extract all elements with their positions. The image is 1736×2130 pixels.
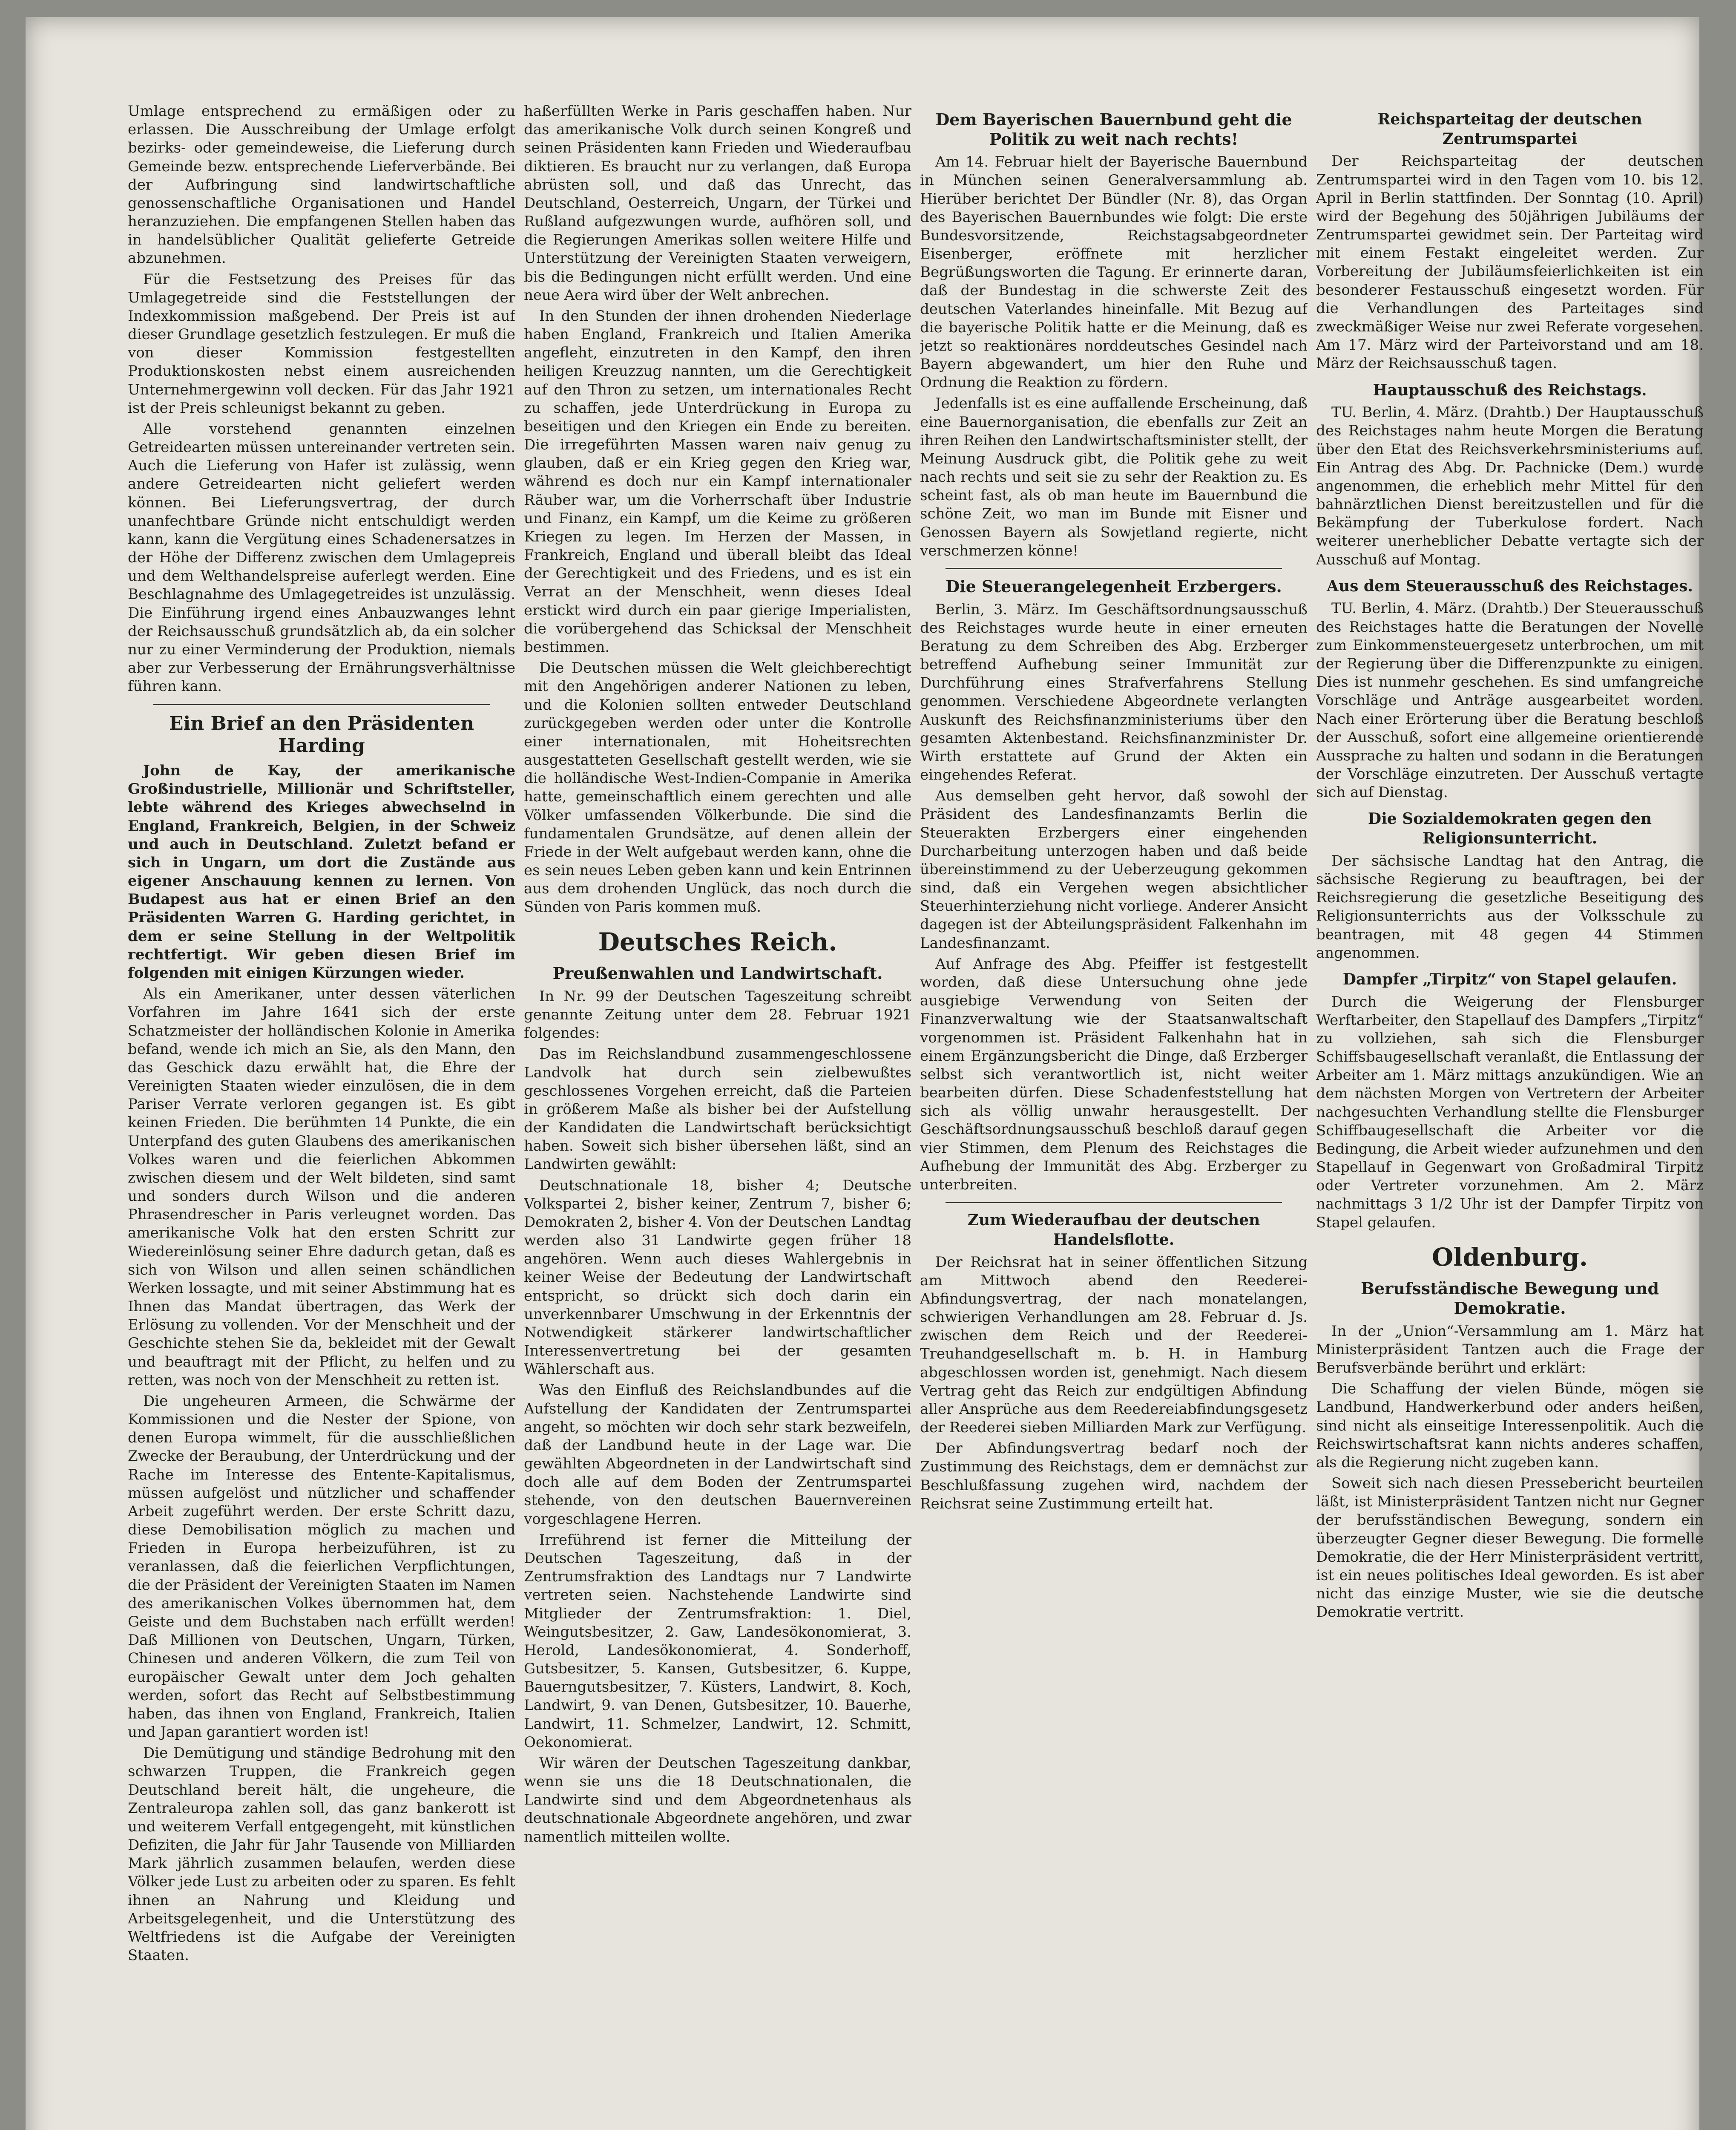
paragraph: Die ungeheuren Armeen, die Schwärme der Kommissionen und die Nester der Spione, von denen Europa wimmelt, für die ausschließlichen Zwecke der Beraubung, der Unterdrückung und der Rache im Interesse des Entente-Kapitalismus, müssen aufgelöst und nützlicher und schaffender Arbeit zugeführt werden. Der erste Schritt dazu, diese Demobilisation möglich zu machen und Frieden in Europa herbeizuführen, ist zu veranlassen, daß die feierlichen Verpflichtungen, die der Präsident der Vereinigten Staaten im Namen des amerikanischen Volkes übernommen hat, dem Geiste und dem Buchstaben nach erfüllt werden! Daß Millionen von Deutschen, Ungarn, Türken, Chinesen und anderen Völkern, die zum Teil von europäischer Gewalt unter dem Joch gehalten werden, sofort das Recht auf Selbstbestimmung haben, das ihnen von England, Frankreich, Italien und Japan garantiert worden ist! [128, 1392, 515, 1741]
article-berufsstaendische-bewegung [1316, 1322, 1704, 1622]
paragraph: Irreführend ist ferner die Mitteilung der Deutschen Tageszeitung, daß in der Zentrumsfraktion des Landtags nur 7 Landwirte vertreten seien. Nachstehende Landwirte sind Mitglieder der Zentrumsfraktion: 1. Diel, Weingutsbesitzer, 2. Gaw, Landesökonomierat, 3. Herold, Landesökonomierat, 4. Sonderhoff, Gutsbesitzer, 5. Kansen, Gutsbesitzer, 6. Kuppe, Bauerngutsbesitzer, 7. Küsters, Landwirt, 8. Koch, Landwirt, 9. van Denen, Gutsbesitzer, 10. Bauerhe, Landwirt, 11. Schmelzer, Landwirt, 12. Schmitt, Oekonomierat. [524, 1531, 911, 1751]
paragraph: TU. Berlin, 4. März. (Drahtb.) Der Hauptausschuß des Reichstages nahm heute Morgen die Beratung über den Etat des Reichsverkehrsministeriums auf. Ein Antrag des Abg. Dr. Pachnicke (Dem.) wurde angenommen, die erheblich mehr Mittel für den bahnärztlichen Dienst bereitzustellen und für die Bekämpfung der Tuberkulose fordert. Nach weiterer unerheblicher Debatte vertagte sich der Ausschuß auf Montag. [1316, 404, 1704, 568]
paragraph: haßerfüllten Werke in Paris geschaffen haben. Nur das amerikanische Volk durch seinen Kongreß und seinen Präsidenten kann Frieden und Wiederaufbau diktieren. Es braucht nur zu verlangen, daß Europa abrüsten soll, und daß das Unrecht, das Deutschland, Oesterreich, Ungarn, der Türkei und Rußland aufgezwungen wurde, aufhören soll, und die Regierungen Amerikas sollen weitere Hilfe und Unterstützung der Vereinigten Staaten verweigern, bis die Bedingungen nicht erfüllt werden. Und eine neue Aera wird über der Welt anbrechen. [524, 103, 911, 304]
paragraph: Umlage entsprechend zu ermäßigen oder zu erlassen. Die Ausschreibung der Umlage erfolgt bezirks- oder gemeindeweise, die Lieferung durch Gemeinde bezw. entsprechende Lieferverbände. Bei der Aufbringung sind landwirtschaftliche genossenschaftliche Organisationen und Handel heranzuziehen. Die empfangenen Stellen haben das in handelsüblicher Qualität gelieferte Getreide abzunehmen. [128, 103, 515, 267]
headline-steuerausschuss: Aus dem Steuerausschuß des Reichstages. [1327, 577, 1693, 595]
paragraph: Auf Anfrage des Abg. Pfeiffer ist festgestellt worden, daß diese Untersuchung ohne jede ausgiebige Verwendung von Seiten der Finanzverwaltung wie der Staatsanwaltschaft vorgenommen ist. Präsident Falkenhahn hat in einem Ergänzungsbericht die Dinge, daß Erzberger selbst sich verantwortlich ist, nicht weiter bearbeiten dürfen. Diese Schadenfeststellung hat sich als völlig unwahr herausgestellt. Der Geschäftsordnungsausschuß beschloß darauf gegen vier Stimmen, dem Plenum des Reichstages die Aufhebung der Immunität des Abg. Erzberger zu unterbreiten. [920, 955, 1308, 1193]
paragraph: Der Reichsparteitag der deutschen Zentrumspartei wird in den Tagen vom 10. bis 12. April in Berlin stattfinden. Der Sonntag (10. April) wird der Begehung des 50jährigen Jubiläums der Zentrumspartei gewidmet sein. Der Parteitag wird mit einem Festakt eingeleitet werden. Zur Vorbereitung der Jubiläumsfeierlichkeiten ist ein besonderer Festausschuß eingesetzt worden. Für die Verhandlungen des Parteitages sind zweckmäßiger Weise nur zwei Referate vorgesehen. Am 17. März wird der Parteivorstand und am 18. März der Reichsausschuß tagen. [1316, 153, 1704, 372]
headline-brief-harding: Ein Brief an den Präsidenten Harding [169, 712, 474, 757]
article-brief-continued [524, 102, 911, 917]
paragraph: Die Deutschen müssen die Welt gleichberechtigt mit den Angehörigen anderer Nationen zu leben, und die Kolonien sollten entweder Deutschland zurückgegeben werden oder unter die Kontrolle einer internationalen, mit Hoheitsrechten ausgestatteten Gesellschaft gestellt werden, wie sie die holländische West-Indien-Companie in Amerika hatte, gemeinschaftlich einem gerechten und alle Völker umfassenden Völkerbunde. Die sind die fundamentalen Grundsätze, auf denen allein der Friede in der Welt aufgebaut werden kann, ohne die es sein neues Leben geben kann und kein Entrinnen aus dem drohenden Unglück, das noch durch die Sünden von Paris kommen muß. [524, 659, 911, 916]
column-3 [920, 102, 1308, 2130]
article-steuerangelegenheit [920, 601, 1308, 1195]
headline-sozialdemokraten: Die Sozialdemokraten gegen den Religionsunterricht. [1368, 810, 1652, 848]
section-heading-oldenburg: Oldenburg. [1431, 1242, 1588, 1272]
paragraph: Alle vorstehend genannten einzelnen Getreidearten müssen untereinander vertreten sein. Auch die Lieferung von Hafer ist zulässig, wenn andere Getreidearten nicht geliefert werden können. Bei Lieferungsvertrag, der durch unanfechtbare Gründe nicht entschuldigt werden kann, kann die Vergütung eines Schadenersatzes in der Höhe der Differenz zwischen dem Umlagepreis und dem Welthandelspreise auferlegt werden. Eine Beschlagnahme des Umlagegetreides ist unzulässig. Die Einführung irgend eines Anbauzwanges lehnt der Reichsausschuß grundsätzlich ab, da ein solcher nur zu einer Verminderung der Produktion, niemals aber zur Verbesserung der Ernährungsverhältnisse führen kann. [128, 420, 515, 695]
paragraph: Der Abfindungsvertrag bedarf noch der Zustimmung des Reichstags, dem er demnächst zur Beschlußfassung zugehen wird, nachdem der Reichsrat seine Zustimmung erteilt hat. [920, 1440, 1308, 1512]
headline-parteitag: Reichsparteitag der deutschen Zentrumspartei [1377, 110, 1642, 148]
headline-preussenwahlen: Preußenwahlen und Landwirtschaft. [552, 964, 883, 983]
paragraph: Für die Festsetzung des Preises für das Umlagegetreide sind die Feststellungen der Indexkommission maßgebend. Der Preis ist auf dieser Grundlage gesetzlich festzulegen. Er muß die von dieser Kommission festgestellten Produktionskosten nebst einem ausreichenden Unternehmergewinn voll decken. Für das Jahr 1921 ist der Preis schleunigst bekannt zu geben. [128, 271, 515, 417]
paragraph: Am 14. Februar hielt der Bayerische Bauernbund in München seinen Generalversammlung ab. Hierüber berichtet Der Bündler (Nr. 8), das Organ des Bayerischen Bauernbundes wie folgt: Die erste Bundesvorsitzende, Reichstagsabgeordneter Eisenberger, eröffnete mit herzlicher Begrüßungsworten die Tagung. Er erinnerte daran, daß der Bundestag in die schwerste Zeit des deutschen Vaterlandes hineinfalle. Mit Bezug auf die bayerische Politik hatte er die Meinung, daß es jetzt so reaktionäres norddeutsches Gesindel nach Bayern abgewandert, um hier den Ruhe und Ordnung die Reaktion zu fördern. [920, 153, 1308, 391]
paragraph: Was den Einfluß des Reichslandbundes auf die Aufstellung der Kandidaten der Zentrumspartei angeht, so möchten wir doch sehr stark bezweifeln, daß der Landbund heute in der Lage war. Die gewählten Abgeordneten in der Landwirtschaft sind doch alle auf dem Boden der Zentrumspartei stehende, von den deutschen Bauernvereinen vorgeschlagene Herren. [524, 1382, 911, 1528]
column-2 [524, 102, 911, 2130]
article-handelsflotte [920, 1253, 1308, 1513]
paragraph: Das im Reichslandbund zusammengeschlossene Landvolk hat durch sein zielbewußtes geschlossenes Vorgehen erreicht, daß die Parteien in größerem Maße als bisher bei der Aufstellung der Kandidaten die Landwirtschaft berücksichtigt haben. Soweit sich bisher übersehen läßt, sind an Landwirten gewählt: [524, 1045, 911, 1173]
headline-handelsflotte: Zum Wiederaufbau der deutschen Handelsflotte. [967, 1211, 1260, 1249]
headline-hauptausschuss: Hauptausschuß des Reichstags. [1373, 381, 1647, 399]
article-hauptausschuss [1316, 403, 1704, 569]
paragraph: In der „Union“-Versammlung am 1. März hat Ministerpräsident Tantzen auch die Frage der Berufsverbände berührt und erklärt: [1316, 1322, 1704, 1377]
paragraph: Wir wären der Deutschen Tageszeitung dankbar, wenn sie uns die 18 Deutschnationalen, die Landwirte sind und dem Abgeordnetenhaus als deutschnationale Abgeordnete angehören, und zwar namentlich mitteilen wollte. [524, 1754, 911, 1845]
article-brief-harding [128, 762, 515, 1965]
article-sozialdemokraten [1316, 852, 1704, 962]
paragraph: Soweit sich nach diesen Pressebericht beurteilen läßt, ist Ministerpräsident Tantzen nicht nur Gegner der berufsständischen Bewegung, sondern ein überzeugter Gegner dieser Bewegung. Die formelle Demokratie, die der Herr Ministerpräsident vertritt, ist ein neues politisches Ideal geworden. Es ist aber nicht das einzige Muster, wie sie die deutsche Demokratie vertritt. [1316, 1475, 1704, 1621]
paragraph: Die Demütigung und ständige Bedrohung mit den schwarzen Truppen, die Frankreich gegen Deutschland bereit hält, die ungeheure, die Zentraleuropa zahlen soll, das ganz bankerott ist und weiterem Verfall entgegengeht, mit künstlichen Defiziten, die Jahr für Jahr Tausende von Milliarden Mark jährlich zusammen belaufen, werden diese Völker jede Lust zu arbeiten oder zu sparen. Es fehlt ihnen an Nahrung und Kleidung und Arbeitsgelegenheit, und die Unterstützung des Weltfriedens ist die Aufgabe der Vereinigten Staaten. [128, 1744, 515, 1964]
column-4 [1316, 102, 1704, 2130]
headline-bauernbund: Dem Bayerischen Bauernbund geht die Politik zu weit nach rechts! [935, 110, 1292, 149]
paragraph: Die Schaffung der vielen Bünde, mögen sie Landbund, Handwerkerbund oder anders heißen, sind nicht als einseitige Interessenpolitik. Auch die Reichswirtschaftsrat kann nichts anderes schaffen, als die Regierung nicht zugeben kann. [1316, 1380, 1704, 1471]
headline-berufsstaendische-bewegung: Berufsständische Bewegung und Demokratie. [1360, 1279, 1659, 1318]
article-bauernbund [920, 153, 1308, 560]
paragraph: Berlin, 3. März. Im Geschäftsordnungsausschuß des Reichstages wurde heute in einer erneuten Beratung zu dem Schreiben des Abg. Erzberger betreffend Aufhebung seiner Immunität zur Durchführung eines Strafverfahrens Stellung genommen. Verschiedene Abgeordnete verlangten Auskunft des Reichsfinanzministeriums über den gesamten Aktenbestand. Reichsfinanzminister Dr. Wirth erstattete auf Grund der Akten ein eingehendes Referat. [920, 601, 1308, 784]
paragraph: Der Reichsrat hat in seiner öffentlichen Sitzung am Mittwoch abend den Reederei-Abfindungsvertrag, der nach monatelangen, schwierigen Verhandlungen am 28. Februar d. Js. zwischen dem Reich und der Reederei-Treuhandgesellschaft m. b. H. in Hamburg abgeschlossen worden ist, genehmigt. Nach diesem Vertrag geht das Reich zur endgültigen Abfindung aller Ansprüche aus dem Reedereiabfindungsgesetz der Reederei sieben Milliarden Mark zur Verfügung. [920, 1253, 1308, 1436]
paragraph: Als ein Amerikaner, unter dessen väterlichen Vorfahren im Jahre 1641 sich der erste Schatzmeister der holländischen Kolonie in Amerika befand, wende ich mich an Sie, als den Mann, den das Geschick dazu erwählt hat, die Ehre der Vereinigten Staaten wieder einzulösen, die in dem Pariser Verrate verloren gegangen ist. Es gibt keinen Frieden. Die berühmten 14 Punkte, die ein Unterpfand des guten Glaubens des amerikanischen Volkes waren und die feierlichen Abkommen zwischen diesem und der Welt bildeten, sind samt und sonders durch Wilson und die anderen Phrasendrescher in Paris verleugnet worden. Das amerikanische Volk hat den ersten Schritt zur Wiedereinlösung seiner Ehre dadurch getan, daß es sich von Wilson und allen seinen schändlichen Werken lossagte, und mit seiner Abstimmung hat es Ihnen das Mandat übertragen, das Werk der Erlösung zu vollenden. Vor der Menschheit und der Geschichte stehen Sie da, bekleidet mit der Gewalt und beauftragt mit der Pflicht, zu helfen und zu retten, was noch von der Menschheit zu retten ist. [128, 985, 515, 1389]
article-parteitag [1316, 152, 1704, 373]
article-umlage [128, 102, 515, 696]
paragraph: Deutschnationale 18, bisher 4; Deutsche Volkspartei 2, bisher keiner, Zentrum 7, bisher 6; Demokraten 2, bisher 4. Von der Deutschen Landtag werden also 31 Landwirte gegen früher 18 angehören. Wenn auch dieses Wahlergebnis in keiner Weise der Bedeutung der Landwirtschaft entspricht, so drückt sich doch darin ein unverkennbarer Umschwung in der Erkenntnis der Notwendigkeit stärkerer landwirtschaftlicher Interessenvertretung bei der gesamten Wählerschaft aus. [524, 1177, 911, 1378]
divider [153, 704, 490, 705]
article-preussenwahlen [524, 987, 911, 1846]
paragraph: TU. Berlin, 4. März. (Drahtb.) Der Steuerausschuß des Reichstages hatte die Beratungen der Novelle zum Einkommensteuergesetz unterbrochen, um mit der Regierung über die Differenzpunkte zu einigen. Dies ist nunmehr geschehen. Es sind umfangreiche Vorschläge und Anträge ausgearbeitet worden. Nach einer Erörterung über die Beratung beschloß der Ausschuß, sofort eine allgemeine orientierende Aussprache zu halten und sodann in die Beratungen der Vorschläge einzutreten. Der Ausschuß vertagte sich auf Dienstag. [1316, 600, 1704, 801]
article-steuerausschuss [1316, 599, 1704, 802]
paragraph: Der sächsische Landtag hat den Antrag, die sächsische Regierung zu beauftragen, bei der Reichsregierung die gesetzliche Beseitigung des Religionsunterrichts aus der Volksschule zu beantragen, mit 48 gegen 44 Stimmen angenommen. [1316, 852, 1704, 961]
divider [946, 568, 1282, 569]
headline-steuerangelegenheit: Die Steuerangelegenheit Erzbergers. [946, 576, 1282, 596]
divider [946, 1202, 1282, 1203]
headline-dampfer-tirpitz: Dampfer „Tirpitz“ von Stapel gelaufen. [1342, 970, 1677, 988]
paragraph: In Nr. 99 der Deutschen Tageszeitung schreibt genannte Zeitung unter dem 28. Februar 1921 folgendes: [524, 987, 911, 1042]
paragraph: Durch die Weigerung der Flensburger Werftarbeiter, den Stapellauf des Dampfers „Tirpitz“ zu vollziehen, sah sich die Flensburger Schiffsbaugesellschaft veranlaßt, die Entlassung der Arbeiter am 1. März mittags anzukündigen. Wie an dem nächsten Morgen von Vertretern der Arbeiter nachgesuchten Verhandlung stellte die Flensburger Schiffbaugesellschaft die Arbeiter vor die Bedingung, die Arbeit wieder aufzunehmen und den Stapellauf in Gegenwart von Großadmiral Tirpitz oder Vertreter vorzunehmen. Am 2. März nachmittags 3 1/2 Uhr ist der Dampfer Tirpitz von Stapel gelaufen. [1316, 993, 1704, 1231]
paragraph: John de Kay, der amerikanische Großindustrielle, Millionär und Schriftsteller, lebte während des Krieges abwechselnd in England, Frankreich, Belgien, in der Schweiz und auch in Deutschland. Zuletzt befand er sich in Ungarn, um dort die Zustände aus eigener Anschauung kennen zu lernen. Von Budapest aus hat er einen Brief an den Präsidenten Warren G. Harding gerichtet, in dem er seine Stellung in der Weltpolitik rechtfertigt. Wir geben diesen Brief im folgenden mit einigen Kürzungen wieder. [128, 762, 515, 982]
paragraph: Jedenfalls ist es eine auffallende Erscheinung, daß eine Bauernorganisation, die ebenfalls zur Zeit an ihren Reihen den Landwirtschaftsminister stellt, der Meinung Ausdruck gibt, die Politik gehe zu weit nach rechts und seit sie zu sehr der Reaktion zu. Es scheint fast, als ob man heute im Bauernbund die schöne Zeit, wo man im Bunde mit Eisner und Genossen Bayern als Sowjetland regierte, nicht verschmerzen könne! [920, 395, 1308, 559]
paragraph: Aus demselben geht hervor, daß sowohl der Präsident des Landesfinanzamts Berlin die Steuerakten Erzbergers einer eingehenden Durcharbeitung unterzogen haben und daß beide übereinstimmend zu der Ueberzeugung gekommen sind, daß ein Vergehen wegen absichtlicher Steuerhinterziehung nicht vorliege. Anderer Ansicht dagegen ist der Abteilungspräsident Falkenhahn im Landesfinanzamt. [920, 787, 1308, 952]
section-heading-deutsches-reich: Deutsches Reich. [598, 927, 837, 956]
paragraph: In den Stunden der ihnen drohenden Niederlage haben England, Frankreich und Italien Amerika angefleht, einzutreten in den Kampf, den ihren heiligen Kreuzzug nannten, um die Gerechtigkeit auf den Thron zu setzen, um internationales Recht zu schaffen, jede Unterdrückung in Europa zu beseitigen und den Kriegen ein Ende zu bereiten. Die irregeführten Massen waren naiv genug zu glauben, daß er ein Krieg gegen den Krieg war, während es doch nur ein Kampf internationaler Räuber war, um die Vorherrschaft über Industrie und Finanz, ein Kampf, um die Keime zu größeren Kriegen zu legen. Im Herzen der Massen, in Frankreich, England und überall bleibt das Ideal der Gerechtigkeit und des Friedens, und es ist ein Verrat an der Menschheit, wenn dieses Ideal erstickt wird durch ein paar gierige Imperialisten, die vorübergehend das Schicksal der Menschheit bestimmen. [524, 307, 911, 656]
newspaper-page [26, 17, 1704, 2130]
article-dampfer-tirpitz [1316, 993, 1704, 1232]
column-1 [128, 102, 515, 2130]
